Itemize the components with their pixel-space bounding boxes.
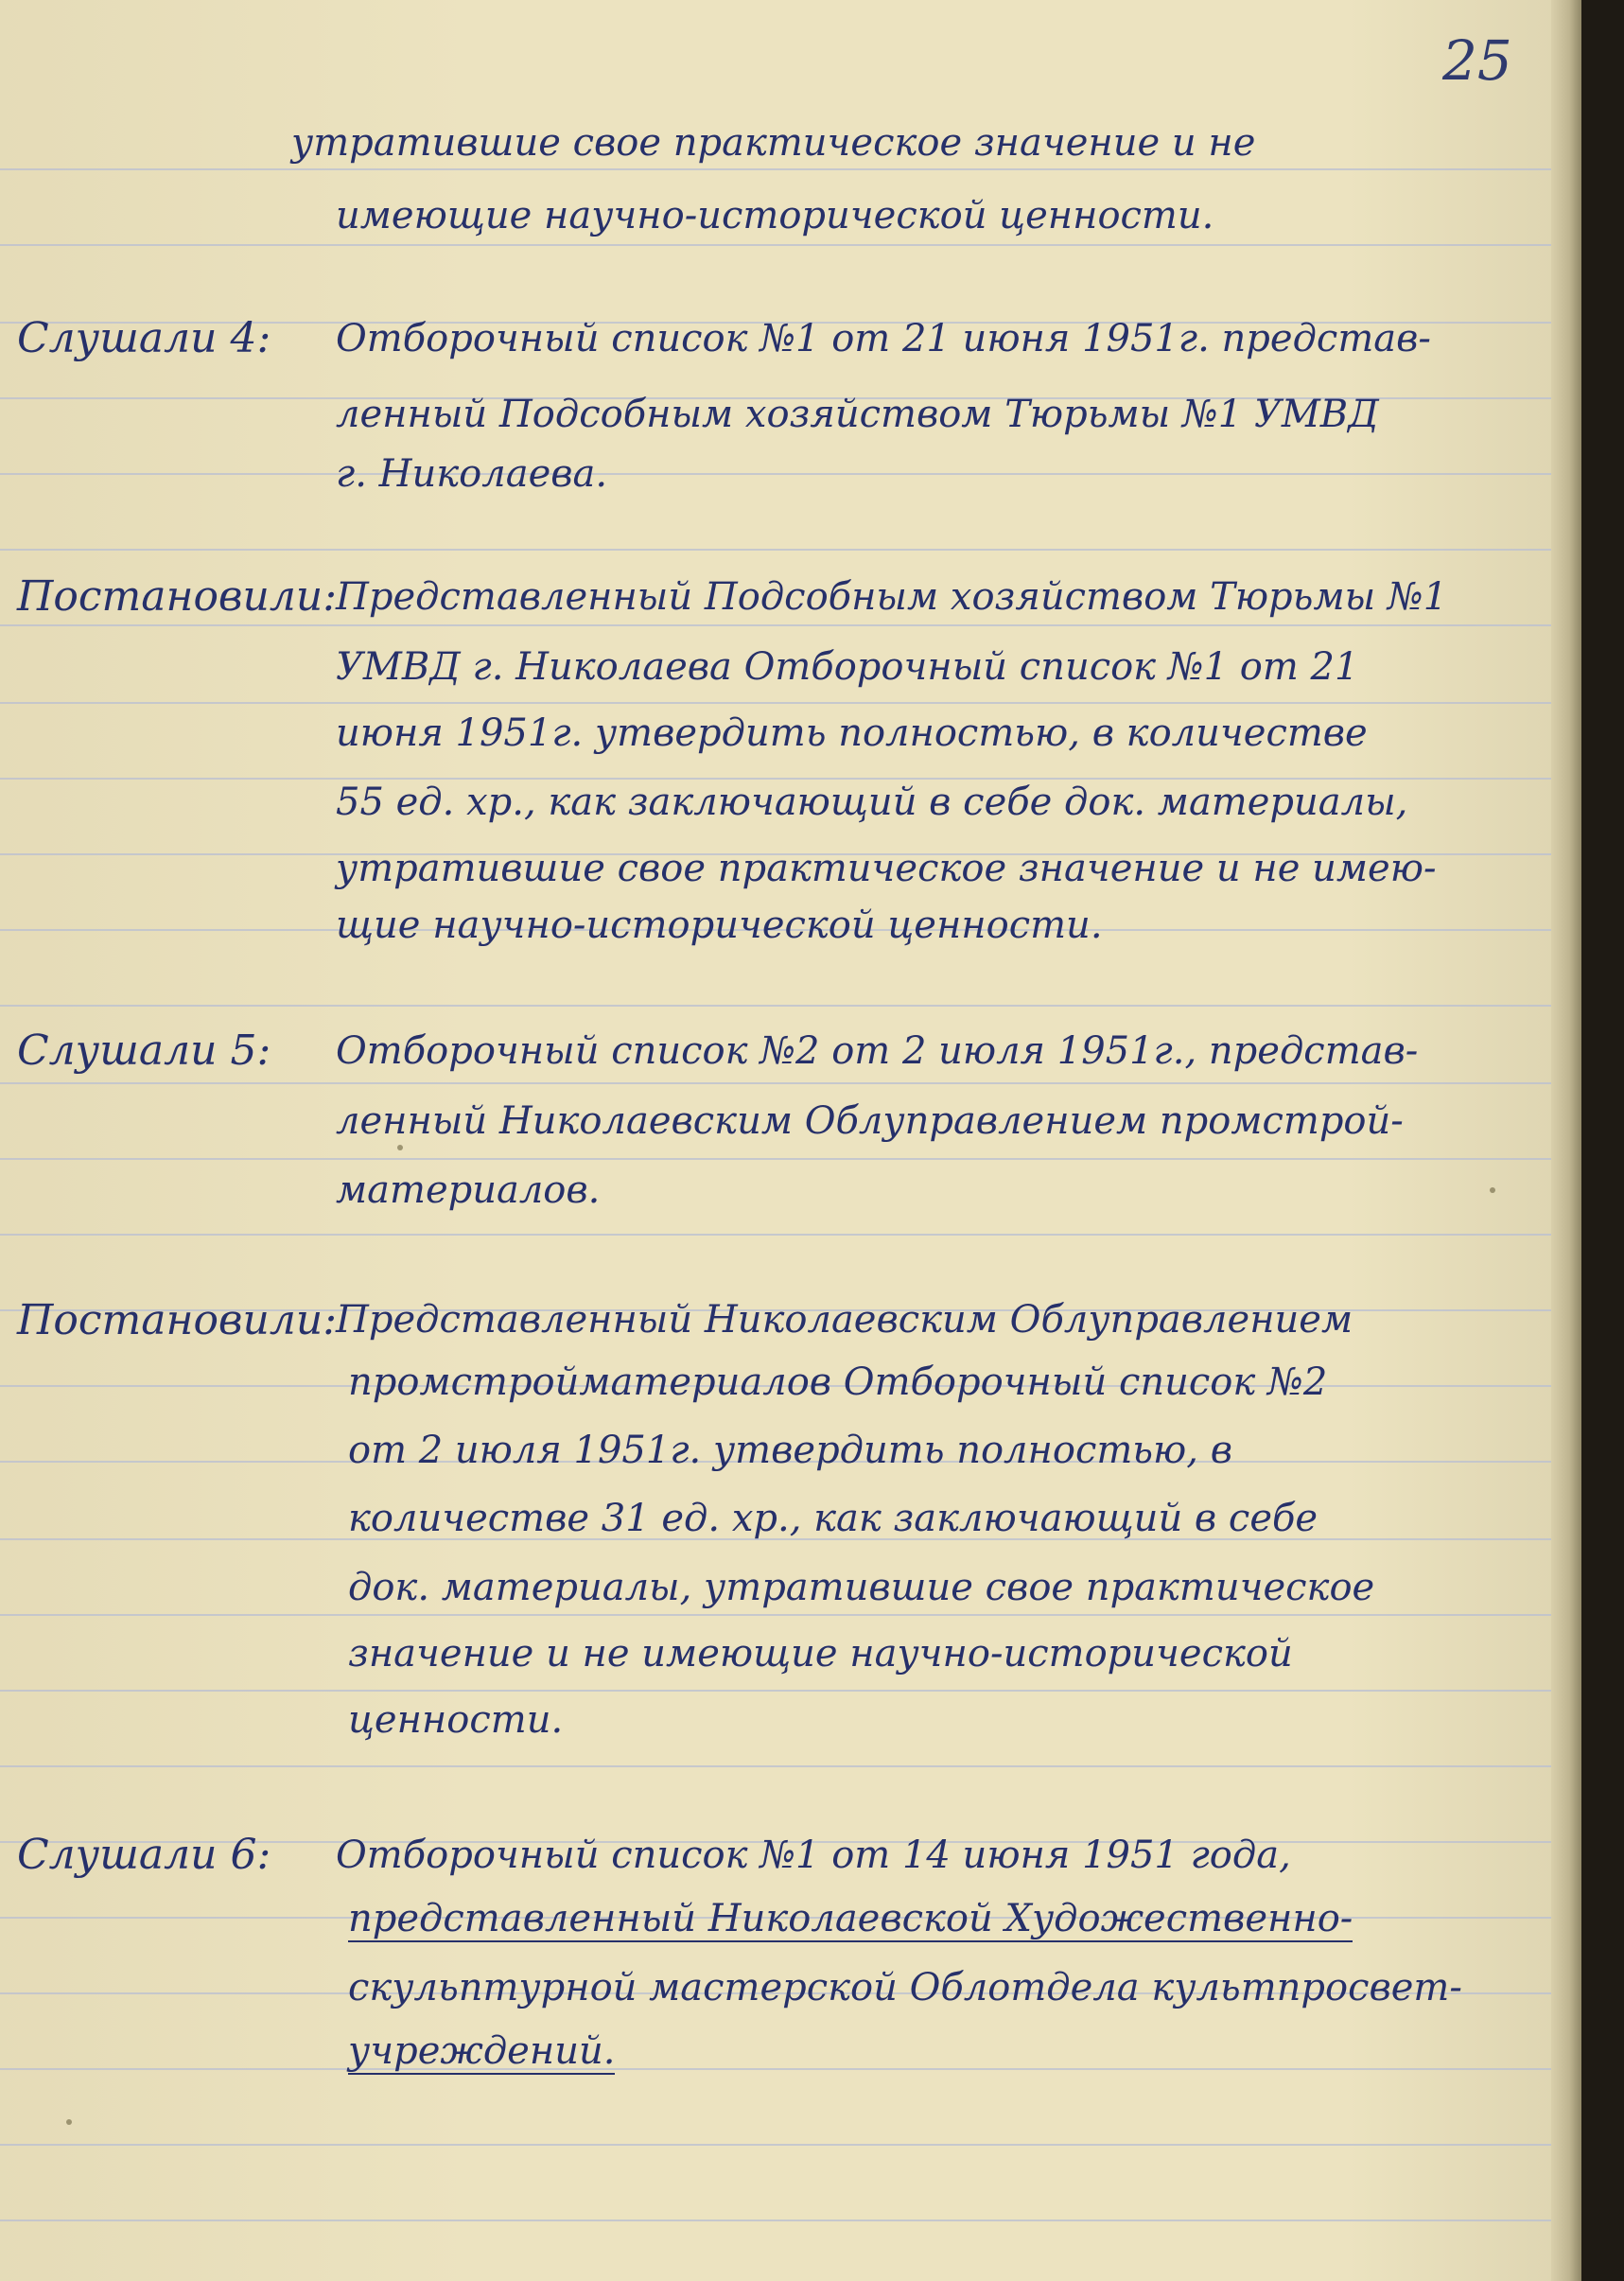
notebook-binding bbox=[1551, 0, 1581, 2281]
text-line: док. материалы, утратившие свое практическое bbox=[348, 1566, 1375, 1609]
ruled-line bbox=[0, 549, 1581, 551]
text-line: скульптурной мастерской Облотдела культпросвет- bbox=[348, 1966, 1462, 2009]
text-line: утратившие свое практическое значение и не имею- bbox=[336, 847, 1437, 890]
ruled-line bbox=[0, 778, 1581, 780]
ruled-line bbox=[0, 1614, 1581, 1616]
ruled-line bbox=[0, 2144, 1581, 2146]
ruled-line bbox=[0, 244, 1581, 246]
page-number: 25 bbox=[1442, 28, 1512, 93]
text-line: от 2 июля 1951г. утвердить полностью, в bbox=[348, 1429, 1232, 1472]
text-line: утратившие свое практическое значение и не bbox=[291, 121, 1256, 165]
text-line: представленный Николаевской Художественно- bbox=[348, 1897, 1353, 1940]
entry-label: Слушали 4: bbox=[17, 314, 271, 362]
text-line: ценности. bbox=[348, 1698, 564, 1742]
text-line: Отборочный список №2 от 2 июля 1951г., представ- bbox=[336, 1029, 1419, 1073]
ruled-line bbox=[0, 1005, 1581, 1007]
entry-label: Слушали 6: bbox=[17, 1831, 271, 1879]
text-line: промстройматериалов Отборочный список №2 bbox=[348, 1360, 1328, 1404]
paper-speck bbox=[66, 2119, 72, 2125]
entry-label: Постановили: bbox=[17, 572, 338, 621]
entry-label: Слушали 5: bbox=[17, 1026, 271, 1075]
ruled-line bbox=[0, 624, 1581, 626]
text-line: УМВД г. Николаева Отборочный список №1 от 21 bbox=[336, 645, 1359, 689]
ruled-line bbox=[0, 473, 1581, 475]
ruled-line bbox=[0, 1234, 1581, 1236]
text-line: г. Николаева. bbox=[336, 452, 608, 496]
text-line: щие научно-исторической ценности. bbox=[336, 904, 1103, 947]
text-line: Отборочный список №1 от 21 июня 1951г. представ- bbox=[336, 317, 1431, 360]
text-line: Представленный Подсобным хозяйством Тюрьмы №1 bbox=[336, 575, 1448, 619]
ruled-line bbox=[0, 1690, 1581, 1692]
ruled-line bbox=[0, 1082, 1581, 1084]
ruled-line bbox=[0, 2068, 1581, 2070]
text-line: значение и не имеющие научно-исторической bbox=[348, 1632, 1293, 1676]
ruled-line bbox=[0, 1765, 1581, 1767]
ruled-line bbox=[0, 1158, 1581, 1160]
text-line: материалов. bbox=[336, 1168, 601, 1212]
text-line: количестве 31 ед. хр., как заключающий в себе bbox=[348, 1497, 1318, 1540]
text-line: 55 ед. хр., как заключающий в себе док. материалы, bbox=[336, 781, 1408, 824]
text-line: Отборочный список №1 от 14 июня 1951 года, bbox=[336, 1834, 1291, 1877]
paper-speck bbox=[397, 1145, 403, 1150]
ruled-line bbox=[0, 168, 1581, 170]
entry-label: Постановили: bbox=[17, 1296, 338, 1344]
text-line: имеющие научно-исторической ценности. bbox=[336, 194, 1214, 237]
ruled-line bbox=[0, 702, 1581, 704]
text-line: учреждений. bbox=[348, 2029, 616, 2073]
text-line: июня 1951г. утвердить полностью, в количестве bbox=[336, 711, 1368, 755]
paper-speck bbox=[1490, 1187, 1495, 1193]
ruled-line bbox=[0, 2220, 1581, 2221]
text-line: ленный Подсобным хозяйством Тюрьмы №1 УМВД bbox=[336, 393, 1379, 436]
text-line: Представленный Николаевским Облуправлением bbox=[336, 1298, 1353, 1342]
text-line: ленный Николаевским Облуправлением промстрой- bbox=[336, 1099, 1404, 1143]
